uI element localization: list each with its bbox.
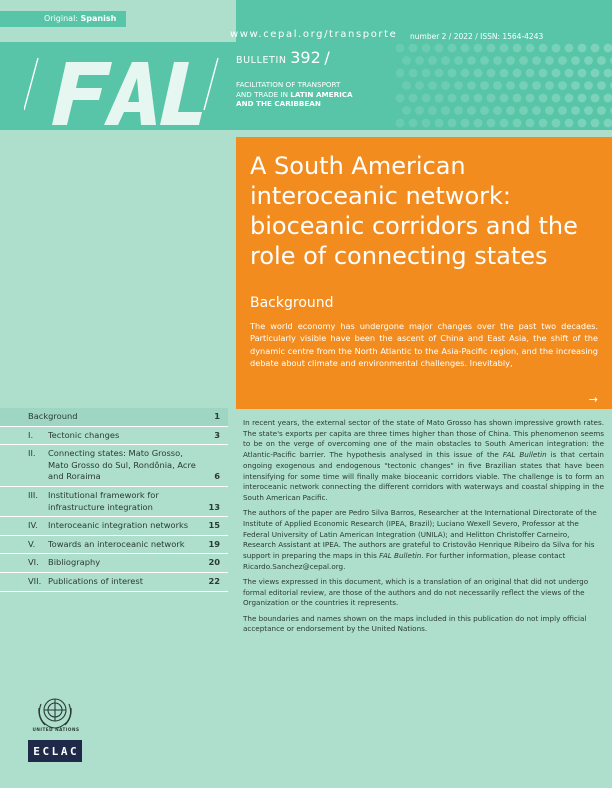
pattern-dot [448, 94, 457, 103]
pattern-dot [597, 56, 606, 65]
toc-item[interactable] [0, 554, 228, 573]
pattern-dot [467, 81, 476, 90]
pattern-dot [402, 56, 411, 65]
fal-logo [24, 40, 224, 130]
pattern-dot [474, 44, 483, 53]
pattern-dot [578, 94, 587, 103]
pattern-dot [461, 69, 470, 78]
pattern-dot [487, 44, 496, 53]
pattern-dot [604, 94, 612, 103]
pattern-dot [493, 81, 502, 90]
pattern-dot [500, 94, 509, 103]
pattern-dot [539, 44, 548, 53]
pattern-dot [487, 69, 496, 78]
pattern-dot [500, 69, 509, 78]
pattern-dot [539, 69, 548, 78]
pattern-dot [552, 119, 561, 128]
pattern-dot [571, 106, 580, 115]
pattern-dot [539, 119, 548, 128]
logo-slash-right [204, 58, 218, 110]
toc-item-page: 20 [208, 557, 220, 568]
toc-item-label: Interoceanic integration networks [48, 520, 189, 531]
pattern-dot [526, 69, 535, 78]
facilitation-subtitle [236, 80, 376, 109]
toc-item-page: 22 [208, 575, 220, 586]
pattern-dot [461, 94, 470, 103]
pattern-dot [467, 106, 476, 115]
toc-item-number: IV. [28, 520, 38, 531]
pattern-dot [565, 69, 574, 78]
pattern-dot [578, 69, 587, 78]
pattern-dot [396, 69, 405, 78]
intro-paragraph [243, 418, 604, 504]
facilitation-line-3: AND THE CARIBBEAN [236, 99, 321, 108]
pattern-dot [422, 119, 431, 128]
pattern-dot [409, 44, 418, 53]
pattern-dot [396, 119, 405, 128]
eclac-letter: C [42, 744, 50, 758]
background-heading: Background [250, 295, 334, 311]
pattern-dot [597, 106, 606, 115]
pattern-dot [441, 106, 450, 115]
pattern-dot [519, 106, 528, 115]
toc-item-page: 13 [208, 501, 220, 512]
toc-item[interactable] [0, 536, 228, 555]
pattern-dot [565, 44, 574, 53]
pattern-dot [474, 119, 483, 128]
pattern-dot [513, 94, 522, 103]
toc-item-label: Publications of interest [48, 575, 143, 586]
pattern-dot [532, 56, 541, 65]
pattern-dot [532, 106, 541, 115]
pattern-dot [513, 44, 522, 53]
boundaries-paragraph: The boundaries and names shown on the maps included in this publication do not imply official acceptance or endorsement by the United Nations. [243, 613, 587, 634]
pattern-dot [474, 69, 483, 78]
pattern-dot [428, 81, 437, 90]
pattern-dot [604, 119, 612, 128]
website-url[interactable]: www.cepal.org/transporte [230, 29, 398, 40]
pattern-dot [532, 81, 541, 90]
toc-item-number: VII. [28, 575, 42, 586]
pattern-dot [435, 119, 444, 128]
pattern-dot [500, 119, 509, 128]
toc-item[interactable] [0, 517, 228, 536]
intro-text-a: In recent years, the external sector of the state of Mato Grosso has shown impressive growth rates. The state's exports per capita are three times higher than those of China. This phenomenon seems to be on the verge of overcoming one of the main obstacles to South American integration: the Atlantic-Pacific barrier. The hypothesis analysed in this issue of the [243, 418, 604, 460]
pattern-dot [396, 94, 405, 103]
dot-pattern [392, 42, 612, 130]
authors-text-a: The authors of the paper are Pedro Silva Barros, Researcher at the International Directorate of the Institute of Applied Economic Research (IPEA, Brazil); Luciano Wexell Severo, Professor at the Federal University of Latin American Integration (UNILA); and Helitton Christoffer Carneiro, Research Assistant at IPEA. The authors are grateful to Cristovão Henrique Ribeiro da Silva for his support in preparing the maps in this [243, 508, 597, 561]
body-text [243, 418, 604, 640]
pattern-dot [487, 94, 496, 103]
logo-slash-left [24, 58, 38, 110]
logo-letters [52, 62, 202, 125]
pattern-dot [474, 94, 483, 103]
pattern-dot [480, 81, 489, 90]
pattern-dot [448, 44, 457, 53]
pattern-dot [402, 106, 411, 115]
background-text: The world economy has undergone major changes over the past two decades. Particularly visible have been the ascent of China and East Asia, the shift of the dynamic centre from the North Atlantic to the Asia-Pacific region, and the increasing debate about climate and environmental challenges. Inevitably, [250, 321, 598, 368]
pattern-dot [409, 94, 418, 103]
pattern-dot [422, 69, 431, 78]
pattern-dot [558, 81, 567, 90]
pattern-dot [428, 106, 437, 115]
pattern-dot [604, 69, 612, 78]
pattern-dot [552, 69, 561, 78]
arrow-right-icon[interactable]: → [588, 393, 598, 406]
bulletin-number [236, 48, 330, 67]
pattern-dot [539, 94, 548, 103]
pattern-dot [604, 44, 612, 53]
toc-item-label: Connecting states: Mato Grosso, Mato Grosso do Sul, Rondônia, Acre and Roraima [48, 448, 196, 482]
toc-item-page: 1 [214, 411, 220, 421]
pattern-dot [558, 56, 567, 65]
facilitation-line-1: FACILITATION OF TRANSPORT [236, 80, 341, 89]
pattern-dot [500, 44, 509, 53]
facilitation-line-2 [236, 90, 376, 100]
eclac-letter: L [51, 744, 59, 758]
pattern-dot [591, 94, 600, 103]
eclac-letter: A [60, 744, 68, 758]
pattern-dot [409, 119, 418, 128]
pattern-dot [415, 56, 424, 65]
pattern-dot [435, 69, 444, 78]
pattern-dot [578, 44, 587, 53]
united-nations-label: UNITED NATIONS [32, 727, 80, 732]
toc-item[interactable] [0, 487, 228, 517]
pattern-dot [454, 81, 463, 90]
pattern-dot [441, 81, 450, 90]
pattern-dot [526, 94, 535, 103]
pattern-dot [597, 81, 606, 90]
table-of-contents [0, 408, 228, 592]
pattern-dot [435, 44, 444, 53]
toc-item[interactable] [0, 445, 228, 487]
toc-item-page: 15 [208, 520, 220, 531]
authors-italic: FAL Bulletin [379, 551, 422, 561]
intro-text-b: is that certain ongoing exogenous and endogenous "tectonic changes" in five Brazilian states that have been intensifying for some time will finally make bioceanic corridors viable. The challenge is to form an interoceanic network connecting the different corridors with waterways and coastal shipping in the South American Pacific. [243, 450, 604, 502]
pattern-dot [513, 69, 522, 78]
toc-item-number: II. [28, 448, 36, 459]
pattern-dot [565, 94, 574, 103]
pattern-dot [461, 44, 470, 53]
pattern-dot [422, 94, 431, 103]
header-band [0, 0, 612, 130]
pattern-dot [493, 56, 502, 65]
disclaimer-paragraph: The views expressed in this document, which is a translation of an original that did not undergo formal editorial review, are those of the authors and do not necessarily reflect the views of the Organization or the countries it represents. [243, 577, 589, 608]
pattern-dot [545, 56, 554, 65]
facilitation-line-2a: AND TRADE IN [236, 89, 291, 99]
toc-item-label: Tectonic changes [48, 429, 120, 440]
toc-item-label: Background [28, 411, 78, 421]
pattern-dot [545, 81, 554, 90]
pattern-dot [584, 106, 593, 115]
pattern-dot [526, 44, 535, 53]
eclac-letter: C [70, 744, 77, 758]
pattern-dot [591, 119, 600, 128]
facilitation-line-2b: LATIN AMERICA [290, 89, 353, 99]
pattern-dot [461, 119, 470, 128]
pattern-dot [415, 106, 424, 115]
original-language-prefix: Original: [44, 14, 81, 23]
pattern-dot [571, 56, 580, 65]
pattern-dot [467, 56, 476, 65]
title-box [236, 137, 612, 409]
pattern-dot [480, 106, 489, 115]
pattern-dot [422, 44, 431, 53]
pattern-dot [584, 56, 593, 65]
bulletin-number-value: 392 [290, 48, 321, 67]
pattern-dot [454, 56, 463, 65]
pattern-dot [506, 56, 515, 65]
toc-item-page: 6 [214, 471, 220, 482]
toc-item-number: V. [28, 538, 36, 549]
pattern-dot [441, 56, 450, 65]
toc-item-number: VI. [28, 557, 39, 568]
pattern-dot [415, 81, 424, 90]
toc-item[interactable] [0, 427, 228, 446]
authors-paragraph [243, 508, 604, 572]
toc-item-number: I. [28, 429, 34, 440]
pattern-dot [435, 94, 444, 103]
issue-info: number 2 / 2022 / ISSN: 1564-4243 [410, 32, 544, 41]
pattern-dot [571, 81, 580, 90]
pattern-dot [448, 119, 457, 128]
pattern-dot [526, 119, 535, 128]
pattern-dot [558, 106, 567, 115]
pattern-dot [552, 44, 561, 53]
toc-item-label: Bibliography [48, 557, 101, 568]
toc-item-label: Institutional framework for infrastructure integration [48, 489, 159, 512]
pattern-dot [545, 106, 554, 115]
pattern-dot [493, 106, 502, 115]
eclac-letter: E [33, 744, 40, 758]
toc-item-label: Towards an interoceanic network [48, 538, 185, 549]
pattern-dot [487, 119, 496, 128]
toc-item[interactable] [0, 573, 228, 592]
pattern-dot [506, 81, 515, 90]
article-title: A South American interoceanic network: bioceanic corridors and the role of connecting states [250, 152, 578, 270]
pattern-dot [565, 119, 574, 128]
pattern-dot [519, 56, 528, 65]
pattern-dot [402, 81, 411, 90]
intro-italic: FAL Bulletin [502, 450, 547, 460]
toc-item[interactable] [0, 408, 228, 427]
original-language-label [0, 11, 126, 27]
pattern-dot [409, 69, 418, 78]
authors-text-b: . For further information, please contact Ricardo.Sanchez@cepal.org. [243, 551, 566, 571]
pattern-dot [591, 69, 600, 78]
pattern-dot [480, 56, 489, 65]
pattern-dot [506, 106, 515, 115]
pattern-dot [454, 106, 463, 115]
pattern-dot [513, 119, 522, 128]
pattern-dot [396, 44, 405, 53]
eclac-logo [28, 740, 82, 762]
bulletin-word: BULLETIN [236, 55, 287, 66]
pattern-dot [591, 44, 600, 53]
bulletin-slash: / [324, 48, 330, 67]
pattern-dot [578, 119, 587, 128]
original-language-value: Spanish [80, 14, 117, 23]
pattern-dot [519, 81, 528, 90]
pattern-dot [428, 56, 437, 65]
toc-item-page: 3 [214, 429, 220, 440]
toc-item-number: III. [28, 489, 38, 500]
pattern-dot [584, 81, 593, 90]
pattern-dot [448, 69, 457, 78]
toc-item-page: 19 [208, 538, 220, 549]
pattern-dot [552, 94, 561, 103]
